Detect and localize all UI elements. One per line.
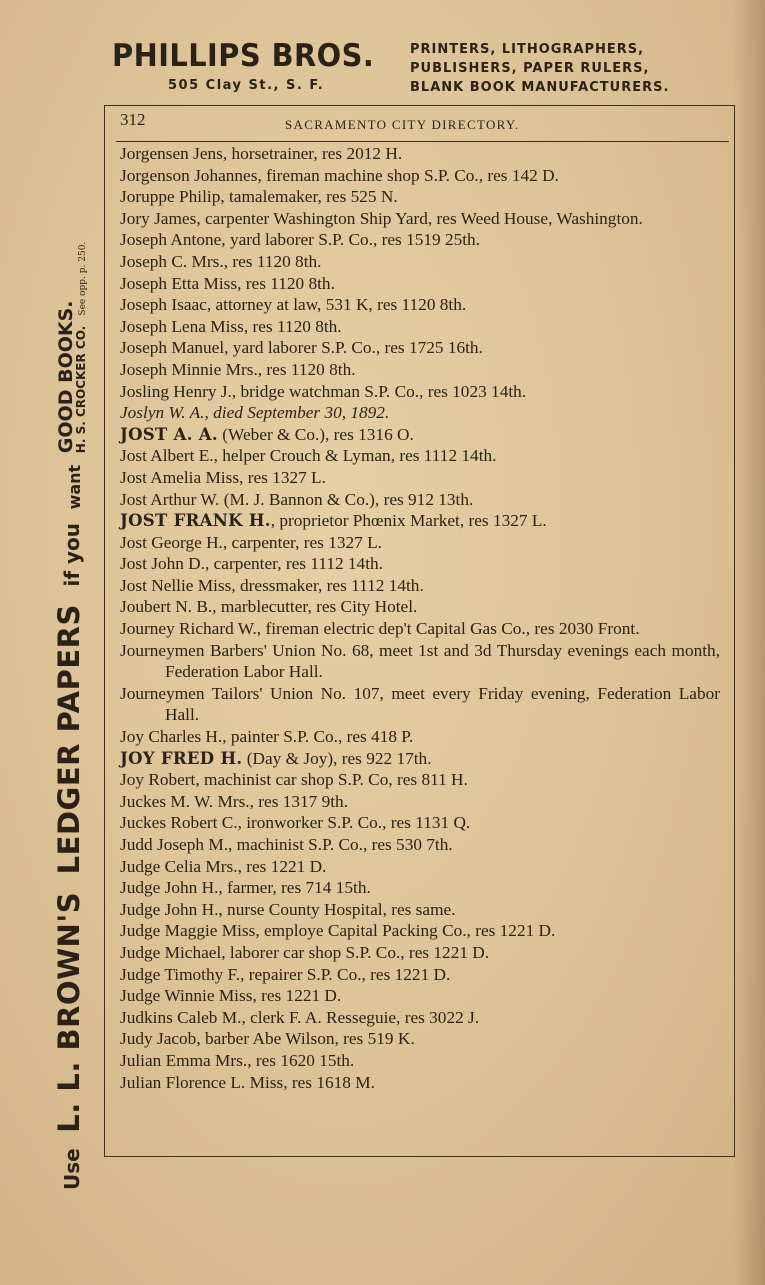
entry-name: JOST A. A. bbox=[120, 424, 218, 444]
directory-entry bbox=[120, 575, 720, 597]
entry-details: , carpenter Washington Ship Yard, res Weed House, Washington. bbox=[196, 208, 643, 228]
entry-details: , painter S.P. Co., res 418 P. bbox=[222, 727, 414, 747]
directory-entry bbox=[120, 143, 720, 165]
directory-entry bbox=[120, 337, 720, 359]
entry-name: Judge Timothy F. bbox=[120, 964, 241, 984]
entry-details: , res 1327 L. bbox=[239, 467, 326, 487]
entry-name: Judge Maggie Miss bbox=[120, 921, 256, 941]
entry-details: , res 1120 8th. bbox=[223, 251, 322, 271]
entry-details: (Weber & Co.), res 1316 O. bbox=[217, 424, 414, 444]
directory-entry bbox=[120, 316, 720, 338]
entry-name: Joslyn W. A. bbox=[120, 403, 205, 423]
entry-name: Jost John D. bbox=[120, 554, 205, 574]
directory-entry bbox=[120, 748, 720, 770]
directory-entry bbox=[120, 424, 720, 446]
directory-entry bbox=[120, 381, 720, 403]
entry-name: Juckes M. W. Mrs. bbox=[120, 791, 250, 811]
entry-details: , res 1618 M. bbox=[283, 1072, 375, 1092]
entry-name: Joy Robert bbox=[120, 770, 196, 790]
side-ad-brand: L. L. BROWN'S bbox=[52, 891, 86, 1133]
entry-name: Jory James bbox=[120, 208, 197, 228]
entry-details: , helper Crouch & Lyman, res 1112 14th. bbox=[213, 446, 497, 466]
side-ad-product: LEDGER PAPERS bbox=[52, 604, 86, 875]
directory-entry bbox=[120, 532, 720, 554]
header-firm-name: PHILLIPS BROS. bbox=[112, 38, 375, 74]
entry-details: , clerk F. A. Resseguie, res 3022 J. bbox=[241, 1007, 480, 1027]
entry-name: Judkins Caleb M. bbox=[120, 1007, 242, 1027]
directory-entry bbox=[120, 596, 720, 618]
entry-name: Joubert N. B. bbox=[120, 597, 213, 617]
directory-entry bbox=[120, 294, 720, 316]
directory-entry bbox=[120, 553, 720, 575]
directory-entry bbox=[120, 877, 720, 899]
directory-entry bbox=[120, 1007, 720, 1029]
entry-name: Jost Nellie Miss bbox=[120, 575, 232, 595]
entry-details: , res 1221 D. bbox=[252, 986, 342, 1006]
directory-entry bbox=[120, 445, 720, 467]
entry-details: , meet 1st and 3d Thursday evenings each month, Federation Labor Hall. bbox=[165, 640, 721, 682]
entry-details: , barber Abe Wilson, res 519 K. bbox=[196, 1029, 415, 1049]
directory-entry bbox=[120, 856, 720, 878]
entry-details: , employe Capital Packing Co., res 1221 D. bbox=[255, 921, 556, 941]
directory-entry bbox=[120, 165, 720, 187]
directory-entry bbox=[120, 834, 720, 856]
directory-entry bbox=[120, 899, 720, 921]
page-edge-shadow bbox=[733, 0, 765, 1285]
entry-details: , horsetrainer, res 2012 H. bbox=[222, 144, 403, 163]
entry-name: Judge Winnie Miss bbox=[120, 986, 253, 1006]
entry-name: Journeymen Tailors' Union No. 107 bbox=[120, 683, 380, 703]
directory-entry bbox=[120, 510, 720, 532]
directory-entry bbox=[120, 186, 720, 208]
entry-details: , res 1120 8th. bbox=[243, 316, 342, 336]
page-number: 312 bbox=[120, 110, 146, 129]
header-service-line: PRINTERS, LITHOGRAPHERS, bbox=[410, 42, 645, 57]
entry-name: Journeymen Barbers' Union No. 68 bbox=[120, 640, 370, 660]
entry-details: , attorney at law, 531 K, res 1120 8th. bbox=[206, 295, 467, 315]
entry-name: Joseph Manuel bbox=[120, 338, 225, 358]
entry-details: , res 1221 D. bbox=[237, 856, 327, 876]
entry-name: Judge John H. bbox=[120, 899, 219, 919]
directory-entry bbox=[120, 964, 720, 986]
directory-entry bbox=[120, 229, 720, 251]
entry-details: , tamalemaker, res 525 N. bbox=[220, 187, 398, 207]
entry-details: , carpenter, res 1327 L. bbox=[222, 532, 382, 552]
entry-details: , nurse County Hospital, res same. bbox=[218, 899, 456, 919]
entry-details: , repairer S.P. Co., res 1221 D. bbox=[240, 964, 451, 984]
entry-details: , laborer car shop S.P. Co., res 1221 D. bbox=[221, 942, 490, 962]
header-address: 505 Clay St., S. F. bbox=[168, 78, 325, 93]
directory-entry bbox=[120, 467, 720, 489]
entry-name: Joseph Minnie Mrs. bbox=[120, 359, 258, 379]
side-ad-use: Use bbox=[60, 1148, 84, 1190]
entry-details: , meet every Friday evening, Federation Labor Hall. bbox=[165, 683, 720, 725]
entry-details: , bridge watchman S.P. Co., res 1023 14th. bbox=[231, 381, 527, 401]
directory-entry bbox=[120, 769, 720, 791]
directory-entry bbox=[120, 985, 720, 1007]
entry-name: Jorgenson Johannes bbox=[120, 165, 258, 185]
directory-entry bbox=[120, 251, 720, 273]
header-services bbox=[410, 40, 720, 97]
entry-details: , yard laborer S.P. Co., res 1725 16th. bbox=[224, 338, 483, 358]
entry-name: Jorgensen Jens bbox=[120, 144, 223, 163]
directory-entry bbox=[120, 1050, 720, 1072]
entry-details: , proprietor Phœnix Market, res 1327 L. bbox=[270, 511, 547, 531]
side-advertisement bbox=[52, 80, 86, 1190]
entry-name: Jost Amelia Miss bbox=[120, 467, 240, 487]
directory-entry bbox=[120, 1072, 720, 1094]
frame-top-rule bbox=[104, 105, 735, 106]
entry-name: Julian Emma Mrs. bbox=[120, 1050, 248, 1070]
entry-name: JOST FRANK H. bbox=[120, 511, 271, 531]
entry-details: , carpenter, res 1112 14th. bbox=[204, 554, 383, 574]
side-ad-see-page: See opp. p. 250. bbox=[77, 241, 88, 316]
directory-entry bbox=[120, 812, 720, 834]
entry-name: Joy Charles H. bbox=[120, 727, 223, 747]
entry-name: Julian Florence L. Miss bbox=[120, 1072, 284, 1092]
entry-name: Joseph Etta Miss bbox=[120, 273, 238, 293]
directory-entry bbox=[120, 208, 720, 230]
entry-details: , marblecutter, res City Hotel. bbox=[212, 597, 418, 617]
side-ad-crocker: H. S. CROCKER CO. See opp. p. 250. bbox=[73, 241, 88, 454]
entry-name: Joruppe Philip bbox=[120, 187, 221, 207]
entry-details: , dressmaker, res 1112 14th. bbox=[231, 575, 424, 595]
entry-name: JOY FRED H. bbox=[120, 748, 243, 768]
directory-entry bbox=[120, 618, 720, 640]
directory-entry bbox=[120, 683, 720, 726]
side-ad-if-you: if you bbox=[60, 522, 84, 587]
directory-entry bbox=[120, 1028, 720, 1050]
entry-details: , res 1317 9th. bbox=[249, 791, 349, 811]
directory-entry bbox=[120, 920, 720, 942]
header-service-line: PUBLISHERS, PAPER RULERS, bbox=[410, 61, 650, 76]
entry-details: (Day & Joy), res 922 17th. bbox=[242, 748, 432, 768]
entry-name: Joseph Lena Miss bbox=[120, 316, 244, 336]
directory-entry bbox=[120, 791, 720, 813]
entry-details: , res 1120 8th. bbox=[257, 359, 356, 379]
directory-entry bbox=[120, 359, 720, 381]
entry-name: Judd Joseph M. bbox=[120, 835, 229, 854]
entry-name: Jost Albert E. bbox=[120, 446, 214, 466]
directory-entry bbox=[120, 273, 720, 295]
running-head: SACRAMENTO CITY DIRECTORY. bbox=[285, 117, 520, 132]
entry-name: Joseph Antone bbox=[120, 230, 222, 250]
side-ad-want: want bbox=[65, 464, 84, 510]
directory-entry bbox=[120, 640, 720, 683]
directory-entry bbox=[120, 726, 720, 748]
directory-entries bbox=[120, 143, 720, 1093]
directory-entry bbox=[120, 489, 720, 511]
side-ad-stack-2 bbox=[54, 241, 91, 454]
entry-details: , machinist S.P. Co., res 530 7th. bbox=[228, 835, 453, 854]
entry-name: Joseph Isaac bbox=[120, 295, 207, 315]
entry-details: , machinist car shop S.P. Co, res 811 H. bbox=[195, 770, 468, 790]
entry-details: , fireman electric dep't Capital Gas Co., res 2030 Front. bbox=[256, 619, 640, 639]
running-head-rule bbox=[116, 141, 729, 142]
entry-details: , res 1620 15th. bbox=[247, 1050, 355, 1070]
entry-name: Judge John H. bbox=[120, 878, 219, 898]
entry-details: , ironworker S.P. Co., res 1131 Q. bbox=[237, 813, 471, 833]
entry-details: , fireman machine shop S.P. Co., res 142 D. bbox=[257, 165, 559, 185]
side-ad-stack bbox=[67, 465, 82, 510]
entry-name: Jost George H. bbox=[120, 532, 223, 552]
entry-name: Judge Michael bbox=[120, 942, 222, 962]
entry-details: , res 1120 8th. bbox=[237, 273, 335, 293]
entry-name: Josling Henry J. bbox=[120, 381, 232, 401]
entry-details: (M. J. Bannon & Co.), res 912 13th. bbox=[219, 489, 474, 509]
entry-name: Judge Celia Mrs. bbox=[120, 856, 238, 876]
entry-name: Joseph C. Mrs. bbox=[120, 251, 224, 271]
entry-name: Journey Richard W. bbox=[120, 619, 257, 639]
side-ad-good-books: GOOD BOOKS. bbox=[54, 300, 77, 454]
entry-details: , yard laborer S.P. Co., res 1519 25th. bbox=[221, 230, 481, 250]
entry-details: , farmer, res 714 15th. bbox=[218, 878, 371, 898]
entry-name: Jost Arthur W. bbox=[120, 489, 220, 509]
directory-entry bbox=[120, 942, 720, 964]
entry-name: Judy Jacob bbox=[120, 1029, 197, 1049]
header-service-line: BLANK BOOK MANUFACTURERS. bbox=[410, 80, 670, 95]
directory-entry bbox=[120, 402, 720, 424]
entry-name: Juckes Robert C. bbox=[120, 813, 238, 833]
entry-details: , died September 30, 1892. bbox=[204, 403, 390, 423]
